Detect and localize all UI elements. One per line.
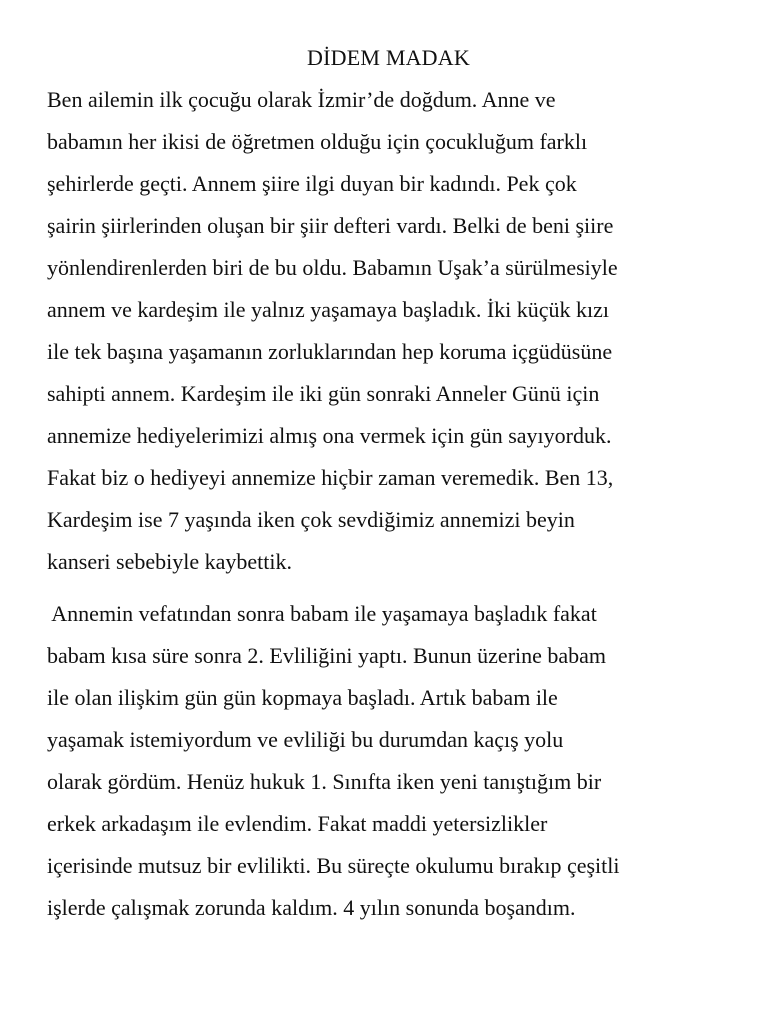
text-line: şehirlerde geçti. Annem şiire ilgi duyan bir kadındı. Pek çok xyxy=(47,171,577,196)
paragraph-2 xyxy=(47,593,730,929)
text-line: sahipti annem. Kardeşim ile iki gün sonraki Anneler Günü için xyxy=(47,381,600,406)
text-line: ile tek başına yaşamanın zorluklarından hep koruma içgüdüsüne xyxy=(47,339,613,364)
text-line: ile olan ilişkim gün gün kopmaya başladı. Artık babam ile xyxy=(47,685,558,710)
text-line: Annemin vefatından sonra babam ile yaşamaya başladık fakat xyxy=(47,601,597,626)
text-line: içerisinde mutsuz bir evlilikti. Bu süreçte okulumu bırakıp çeşitli xyxy=(47,853,620,878)
text-line: Fakat biz o hediyeyi annemize hiçbir zaman veremedik. Ben 13, xyxy=(47,465,614,490)
text-line: yönlendirenlerden biri de bu oldu. Babamın Uşak’a sürülmesiyle xyxy=(47,255,618,280)
text-line: olarak gördüm. Henüz hukuk 1. Sınıfta iken yeni tanıştığım bir xyxy=(47,769,602,794)
text-line: Kardeşim ise 7 yaşında iken çok sevdiğimiz annemizi beyin xyxy=(47,507,575,532)
text-line: şairin şiirlerinden oluşan bir şiir defteri vardı. Belki de beni şiire xyxy=(47,213,614,238)
document-title: DİDEM MADAK xyxy=(307,45,470,70)
text-line: babamın her ikisi de öğretmen olduğu için çocukluğum farklı xyxy=(47,129,588,154)
text-line: erkek arkadaşım ile evlendim. Fakat maddi yetersizlikler xyxy=(47,811,548,836)
text-line: kanseri sebebiyle kaybettik. xyxy=(47,549,292,574)
text-line: annemize hediyelerimizi almış ona vermek için gün sayıyorduk. xyxy=(47,423,612,448)
text-line: yaşamak istemiyordum ve evliliği bu durumdan kaçış yolu xyxy=(47,727,564,752)
paragraph-1 xyxy=(47,79,730,583)
text-line: babam kısa süre sonra 2. Evliliğini yaptı. Bunun üzerine babam xyxy=(47,643,607,668)
text-line: Ben ailemin ilk çocuğu olarak İzmir’de doğdum. Anne ve xyxy=(47,87,556,112)
text-line: işlerde çalışmak zorunda kaldım. 4 yılın sonunda boşandım. xyxy=(47,895,576,920)
text-line: annem ve kardeşim ile yalnız yaşamaya başladık. İki küçük kızı xyxy=(47,297,610,322)
